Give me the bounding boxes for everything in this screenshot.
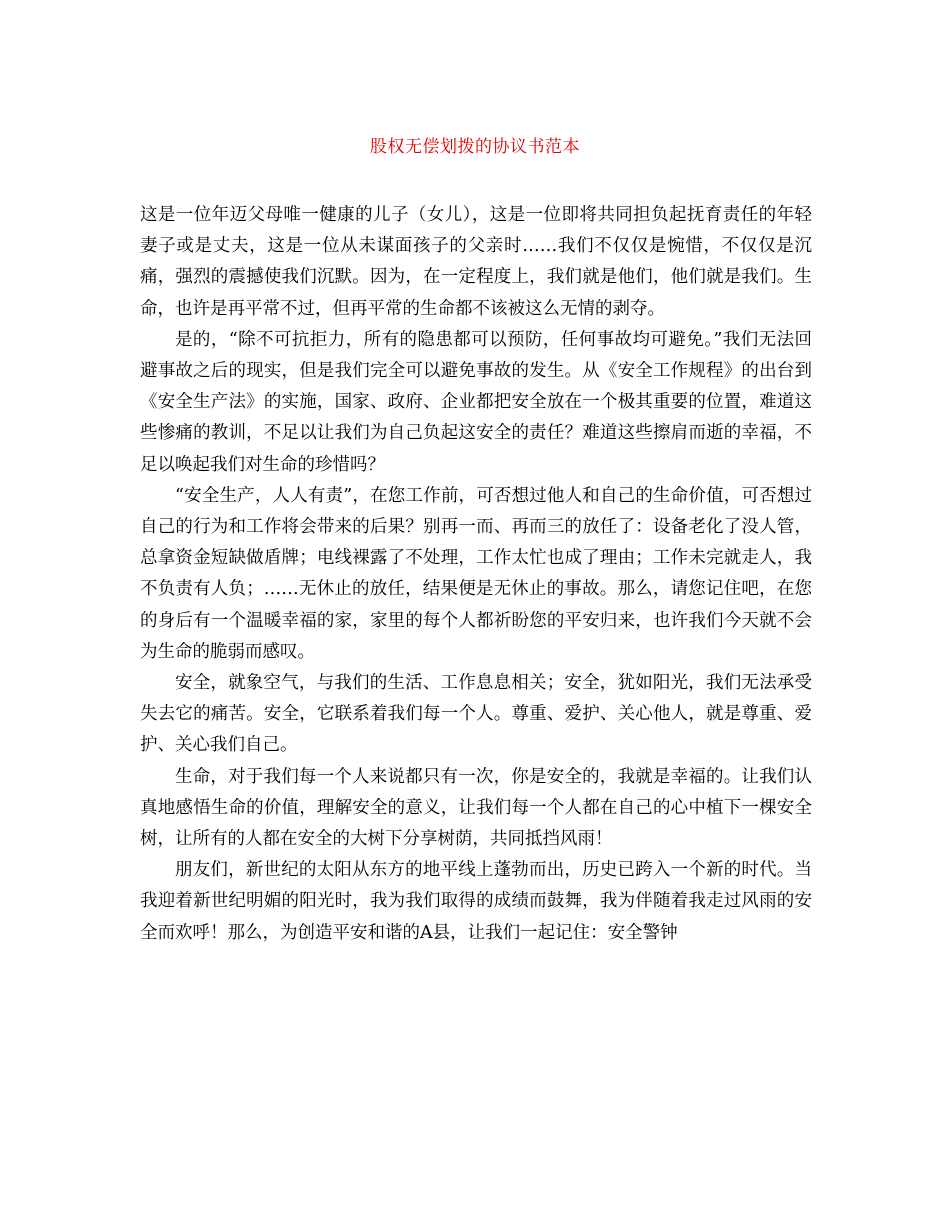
paragraph: 朋友们，新世纪的太阳从东方的地平线上蓬勃而出，历史已跨入一个新的时代。当我迎着新世纪明媚的阳光时，我为我们取得的成绩而鼓舞，我为伴随着我走过风雨的安全而欢呼！那么，为创造平安和谐的A县，让我们一起记住：安全警钟 [140, 860, 812, 943]
document-body [140, 200, 812, 949]
paragraph: 是的，“除不可抗拒力，所有的隐患都可以预防，任何事故均可避免。”我们无法回避事故之后的现实，但是我们完全可以避免事故的发生。从《安全工作规程》的出台到《安全生产法》的实施，国家、政府、企业都把安全放在一个极其重要的位置，难道这些惨痛的教训，不足以让我们为自己负起这安全的责任？难道这些擦肩而逝的幸福，不足以唤起我们对生命的珍惜吗？ [140, 329, 812, 475]
paragraph: “安全生产，人人有责”，在您工作前，可否想过他人和自己的生命价值，可否想过自己的行为和工作将会带来的后果？别再一而、再而三的放任了：设备老化了没人管，总拿资金短缺做盾牌；电线裸露了不处理，工作太忙也成了理由；工作未完就走人，我不负责有人负；……无休止的放任，结果便是无休止的事故。那么，请您记住吧，在您的身后有一个温暖幸福的家，家里的每个人都祈盼您的平安归来，也许我们今天就不会为生命的脆弱而感叹。 [140, 485, 812, 662]
paragraph: 生命，对于我们每一个人来说都只有一次，你是安全的，我就是幸福的。让我们认真地感悟生命的价值，理解安全的意义，让我们每一个人都在自己的心中植下一棵安全树，让所有的人都在安全的大树下分享树荫，共同抵挡风雨！ [140, 766, 812, 850]
paragraph: 安全，就象空气，与我们的生活、工作息息相关；安全，犹如阳光，我们无法承受失去它的痛苦。安全，它联系着我们每一个人。尊重、爱护、关心他人，就是尊重、爱护、关心我们自己。 [140, 673, 812, 756]
document-title: 股权无偿划拨的协议书范本 [370, 137, 580, 157]
paragraph: 这是一位年迈父母唯一健康的儿子（女儿），这是一位即将共同担负起抚育责任的年轻妻子或是丈夫，这是一位从未谋面孩子的父亲时……我们不仅仅是惋惜，不仅仅是沉痛，强烈的震撼使我们沉默。因为，在一定程度上，我们就是他们，他们就是我们。生命，也许是再平常不过，但再平常的生命都不该被这么无情的剥夺。 [140, 205, 812, 319]
